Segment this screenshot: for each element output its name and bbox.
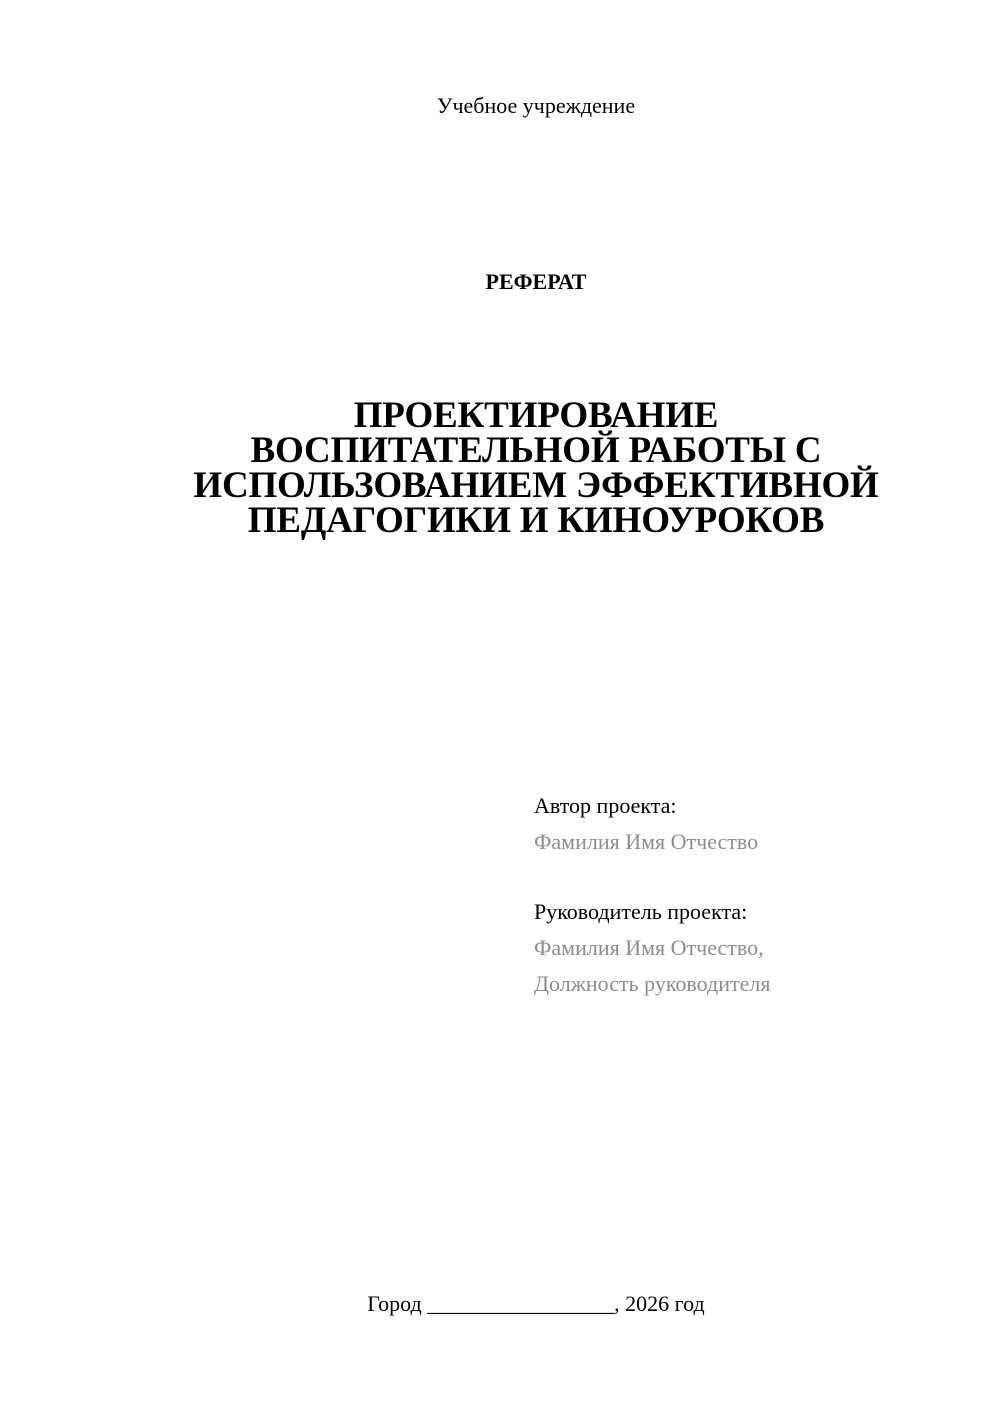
document-type: РЕФЕРАТ (485, 269, 587, 294)
credits-block (534, 788, 770, 1002)
city-year-footer: Город _________________, 2026 год (367, 1291, 705, 1316)
title-line-3: ИСПОЛЬЗОВАНИЕМ ЭФФЕКТИВНОЙ (193, 465, 879, 506)
supervisor-name-placeholder: Фамилия Имя Отчество, (534, 935, 764, 960)
title-line-2: ВОСПИТАТЕЛЬНОЙ РАБОТЫ С (250, 430, 822, 471)
institution-name: Учебное учреждение (436, 93, 636, 118)
author-label: Автор проекта: (534, 793, 677, 818)
title-line-4: ПЕДАГОГИКИ И КИНОУРОКОВ (247, 500, 825, 541)
title-line-1: ПРОЕКТИРОВАНИЕ (353, 395, 719, 436)
supervisor-label: Руководитель проекта: (534, 899, 748, 924)
author-name-placeholder: Фамилия Имя Отчество (534, 829, 759, 854)
supervisor-position-placeholder: Должность руководителя (534, 971, 771, 996)
document-title (150, 395, 922, 541)
credits-spacer (534, 860, 770, 894)
